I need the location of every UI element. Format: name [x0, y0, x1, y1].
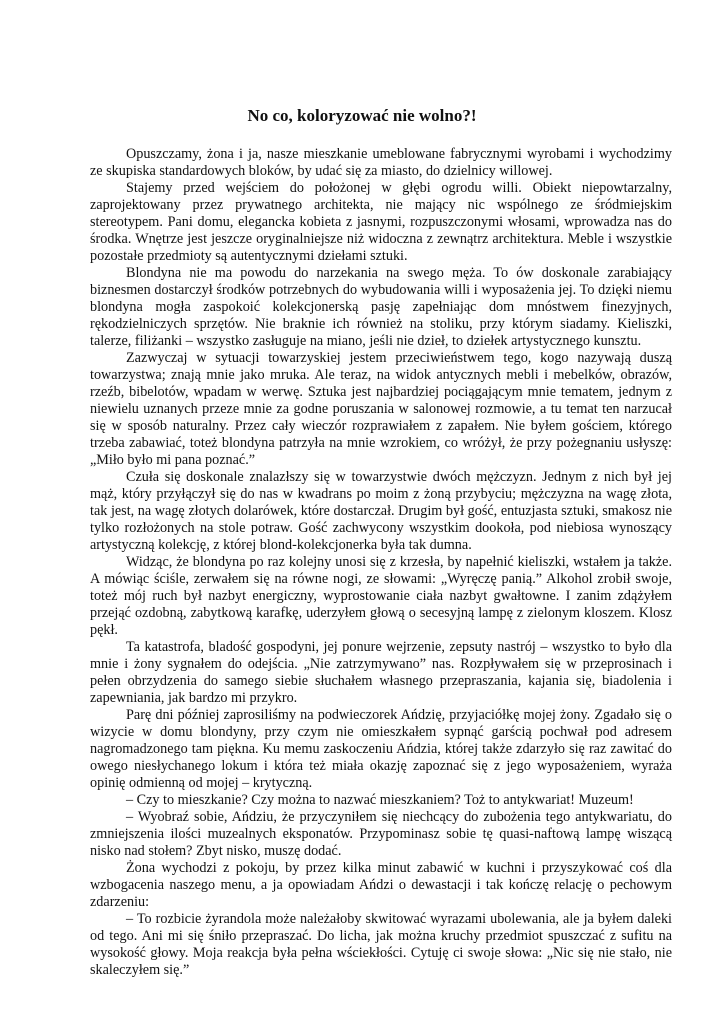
paragraph: Opuszczamy, żona i ja, nasze mieszkanie umeblowane fabrycznymi wyrobami i wychodzimy ze skupiska standardowych bloków, by udać się za miasto, do dzielnicy willowej. [90, 146, 672, 179]
paragraph: – Czy to mieszkanie? Czy można to nazwać mieszkaniem? Toż to antykwariat! Muzeum! [126, 792, 634, 808]
paragraph: – To rozbicie żyrandola może należałoby skwitować wyrazami ubolewania, ale ja byłem daleki od tego. Ani mi się śniło przepraszać. Do licha, jak można kruchy przedmiot spuszczać z sufitu na wysokość głowy. Moja reakcja była pełna wściekłości. Cytuję ci swoje słowa: „Nic się nie stało, nie skaleczyłem się.” [90, 911, 672, 978]
paragraph: Parę dni później zaprosiliśmy na podwieczorek Ańdzię, przyjaciółkę mojej żony. Zgadało się o wizycie w domu blondyny, przy czym nie omieszkałem sypnąć garścią pochwał pod adresem nagromadzonego tam piękna. Ku memu zaskoczeniu Ańdzia, której także zdarzyło się raz zawitać do owego niesłychanego lokum i która też miała okazję zapoznać się z jego wyposażeniem, wyraża opinię odmienną od mojej – krytyczną. [90, 707, 672, 791]
paragraph: Widząc, że blondyna po raz kolejny unosi się z krzesła, by napełnić kieliszki, wstałem ja także. A mówiąc ściśle, zerwałem się na równe nogi, ze słowami: „Wyręczę panią.” Alkohol zrobił swoje, toteż mój ruch był nazbyt energiczny, wyprostowanie ciała nazbyt gwałtowne. I zanim zdążyłem przejąć ozdobną, zabytkową karafkę, uderzyłem głową o secesyjną lampę z zielonym kloszem. Klosz pękł. [90, 554, 672, 638]
paragraph: Blondyna nie ma powodu do narzekania na swego męża. To ów doskonale zarabiający biznesmen dostarczył środków potrzebnych do wybudowania willi i wyposażenia jej. To dzięki niemu blondyna mogła zaspokoić kolekcjonerską pasję zapełniając dom mnóstwem finezyjnych, rękodzielniczych sprzętów. Nie braknie ich również na stoliku, przy którym siadamy. Kieliszki, talerze, filiżanki – wszystko zasługuje na miano, jeśli nie dzieł, to dziełek artystycznego kunsztu. [90, 265, 672, 349]
paragraph: Ta katastrofa, bladość gospodyni, jej ponure wejrzenie, zepsuty nastrój – wszystko to było dla mnie i żony sygnałem do odejścia. „Nie zatrzymywano” nas. Rozpływałem się w przeprosinach i pełen obrzydzenia do samego siebie słuchałem własnego przepraszania, kajania się, biadolenia i zapewniania, jak bardzo mi przykro. [90, 639, 672, 706]
paragraph: Stajemy przed wejściem do położonej w głębi ogrodu willi. Obiekt niepowtarzalny, zaprojektowany przez prywatnego architekta, nie mający nic wspólnego ze śródmiejskim stereotypem. Pani domu, elegancka kobieta z jasnymi, rozpuszczonymi włosami, wprowadza nas do środka. Wnętrze jest jeszcze oryginalniejsze niż widoczna z zewnątrz architektura. Meble i wszystkie pozostałe przedmioty są autentycznymi dziełami sztuki. [90, 180, 672, 264]
paragraph: Zazwyczaj w sytuacji towarzyskiej jestem przeciwieństwem tego, kogo nazywają duszą towarzystwa; znają mnie jako mruka. Ale teraz, na widok antycznych mebli i mebelków, obrazów, rzeźb, bibelotów, wpadam w werwę. Sztuka jest najbardziej pociągającym mnie tematem, jednym z niewielu uznanych przeze mnie za godne poruszania w salonowej rozmowie, a tu temat ten narzucał się w sposób naturalny. Przez cały wieczór rozprawiałem z zapałem. Nie byłem gościem, którego trzeba zabawiać, toteż blondyna patrzyła na mnie wzrokiem, co wróżył, że przy pożegnaniu usłyszę: „Miło było mi pana poznać.” [90, 350, 672, 468]
paragraph: Żona wychodzi z pokoju, by przez kilka minut zabawić w kuchni i przyszykować coś dla wzbogacenia naszego menu, a ja opowiadam Ańdzi o dewastacji i tak kończę relację o pechowym zdarzeniu: [90, 860, 672, 910]
paragraph: Czuła się doskonale znalazłszy się w towarzystwie dwóch mężczyzn. Jednym z nich był jej mąż, który przyłączył się do nas w kwadrans po moim z żoną przybyciu; mężczyzna na wagę złota, tak jest, na wagę złotych dolarówek, które dostarczał. Drugim był gość, entuzjasta sztuki, smakosz nie tylko rozłożonych na stole potraw. Gość zachwycony wszystkim dookoła, pod niebiosa wynoszący artystyczną kolekcję, z której blond-kolekcjonerka była tak dumna. [90, 469, 672, 553]
paragraph: – Wyobraź sobie, Ańdziu, że przyczyniłem się niechcący do zubożenia tego antykwariatu, do zmniejszenia ilości muzealnych eksponatów. Przypominasz sobie tę quasi-naftową lampę wiszącą nisko nad stołem? Zbyt nisko, muszę dodać. [90, 809, 672, 859]
document-body [90, 146, 672, 979]
document-title: No co, koloryzować nie wolno?! [247, 106, 477, 125]
